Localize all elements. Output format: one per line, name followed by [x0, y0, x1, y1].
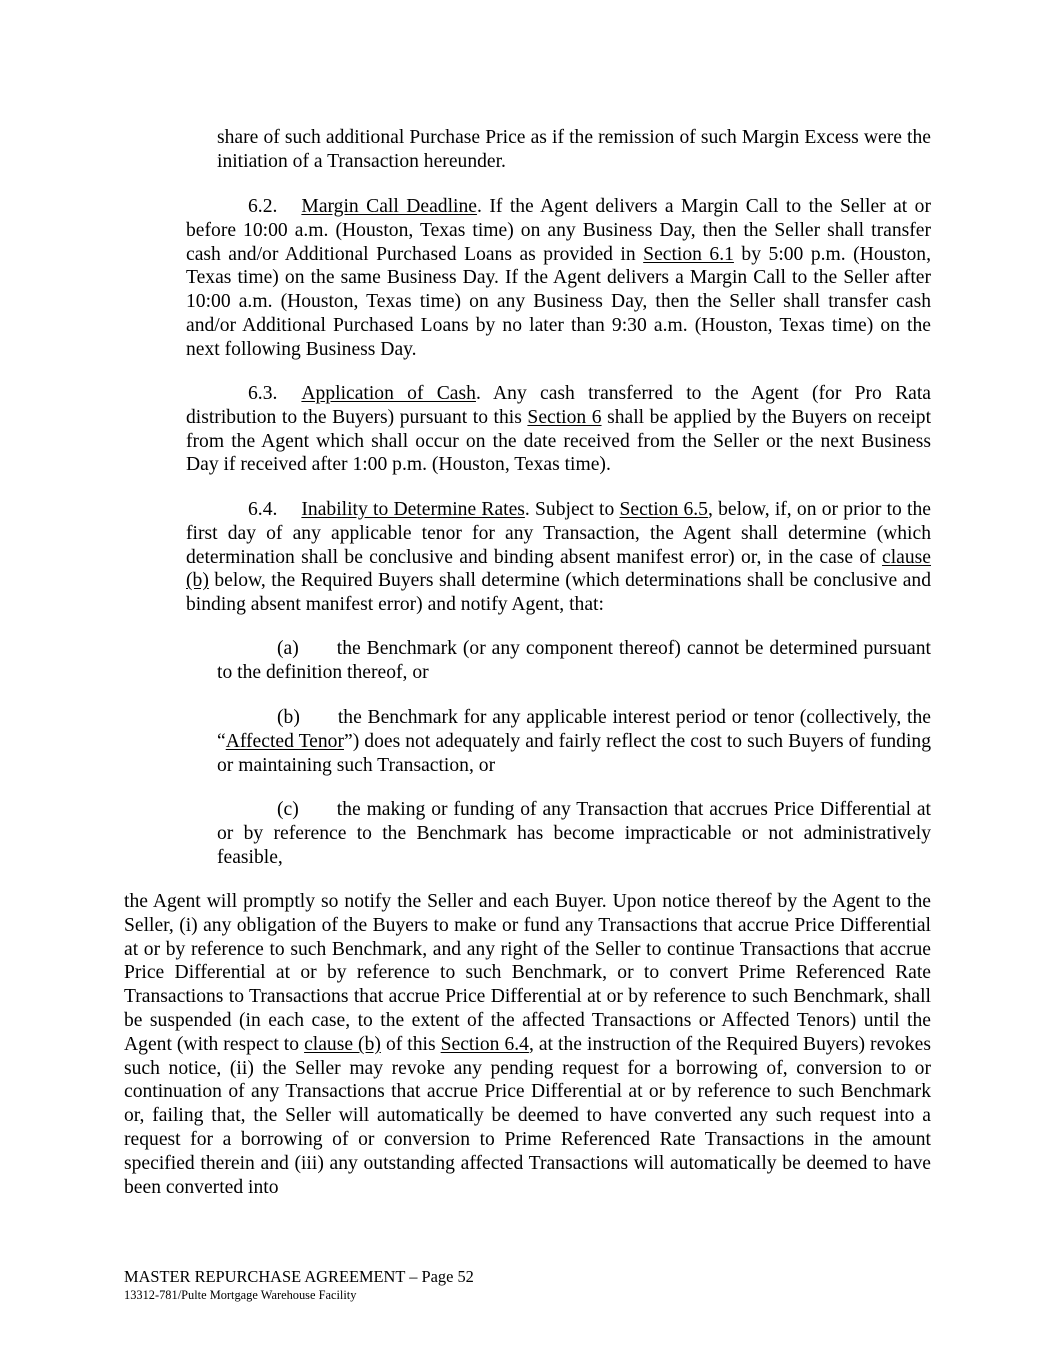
cross-reference: clause (b) [304, 1033, 381, 1055]
defined-term: Affected Tenor [225, 730, 344, 752]
cross-reference: Section 6.4 [440, 1033, 529, 1055]
clause-c: (c) the making or funding of any Transaction that accrues Price Differential at or by reference to the Benchmark has become impracticable or not administratively feasible, [217, 799, 931, 868]
section-heading: Application of Cash [301, 383, 476, 404]
clause-a: (a) the Benchmark (or any component thereof) cannot be determined pursuant to the definition thereof, or [217, 638, 931, 683]
section-heading: Margin Call Deadline [301, 196, 477, 217]
clause-b: (b) the Benchmark for any applicable interest period or tenor (collectively, the “Affected Tenor”) does not adequately and fairly reflect the cost to such Buyers of funding or maintaining such Transaction, or [217, 707, 931, 776]
clause-label: (a) [277, 638, 299, 659]
section-heading: Inability to Determine Rates [301, 499, 525, 520]
closing-paragraph: the Agent will promptly so notify the Seller and each Buyer. Upon notice thereof by the Agent to the Seller, (i) any obligation of the Buyers to make or fund any Transactions that accrue Price Differential at or by reference to such Benchmark, and any right of the Seller to continue Transactions that accrue Price Differential at or by reference to such Benchmark, or to convert Prime Referenced Rate Transactions to Transactions that accrue Price Differential at or by reference to such Benchmark, shall be suspended (in each case, to the extent of the affected Transactions or Affected Tenors) until the Agent (with respect to clause (b) of this Section 6.4, at the instruction of the Required Buyers) revokes such notice, (ii) the Seller may revoke any pending request for a borrowing of, conversion to or continuation of any Transactions that accrue Price Differential at or by reference to such Benchmark or, failing that, the Seller will automatically be deemed to have converted any such request into a request for a borrowing of or conversion to Prime Referenced Rate Transactions in the amount specified therein and (iii) any outstanding affected Transactions will automatically be deemed to have been converted into [124, 891, 931, 1198]
cross-reference: Section 6.1 [643, 243, 734, 265]
section-number: 6.3. [248, 383, 278, 404]
section-6-3: 6.3. Application of Cash. Any cash transferred to the Agent (for Pro Rata distribution to the Buyers) pursuant to this Section 6 shall be applied by the Buyers on receipt from the Agent which shall occur on the date received from the Seller or the next Business Day if received after 1:00 p.m. (Houston, Texas time). [186, 383, 932, 476]
section-6-2: 6.2. Margin Call Deadline. If the Agent delivers a Margin Call to the Seller at or before 10:00 a.m. (Houston, Texas time) on any Business Day, then the Seller shall transfer cash and/or Additional Purchased Loans as provided in Section 6.1 by 5:00 p.m. (Houston, Texas time) on the same Business Day. If the Agent delivers a Margin Call to the Seller after 10:00 a.m. (Houston, Texas time) on any Business Day, then the Seller shall transfer cash and/or Additional Purchased Loans by no later than 9:30 a.m. (Houston, Texas time) on the next following Business Day. [186, 196, 932, 360]
clause-label: (b) [277, 707, 300, 728]
footer-doc-id: 13312-781/Pulte Mortgage Warehouse Facility [124, 1288, 357, 1302]
section-number: 6.2. [248, 196, 278, 217]
clause-label: (c) [277, 799, 299, 820]
footer-title: MASTER REPURCHASE AGREEMENT – Page 52 [124, 1267, 474, 1286]
section-number: 6.4. [248, 499, 278, 520]
cross-reference: Section 6 [527, 406, 602, 428]
cross-reference: clause (b) [186, 546, 931, 592]
continuation-paragraph: share of such additional Purchase Price as if the remission of such Margin Excess were the initiation of a Transaction hereunder. [217, 127, 931, 172]
section-6-4: 6.4. Inability to Determine Rates. Subject to Section 6.5, below, if, on or prior to the first day of any applicable tenor for any Transaction, the Agent shall determine (which determination shall be conclusive and binding absent manifest error) or, in the case of clause (b) below, the Required Buyers shall determine (which determinations shall be conclusive and binding absent manifest error) and notify Agent, that: [186, 499, 931, 616]
cross-reference: Section 6.5 [619, 499, 708, 520]
